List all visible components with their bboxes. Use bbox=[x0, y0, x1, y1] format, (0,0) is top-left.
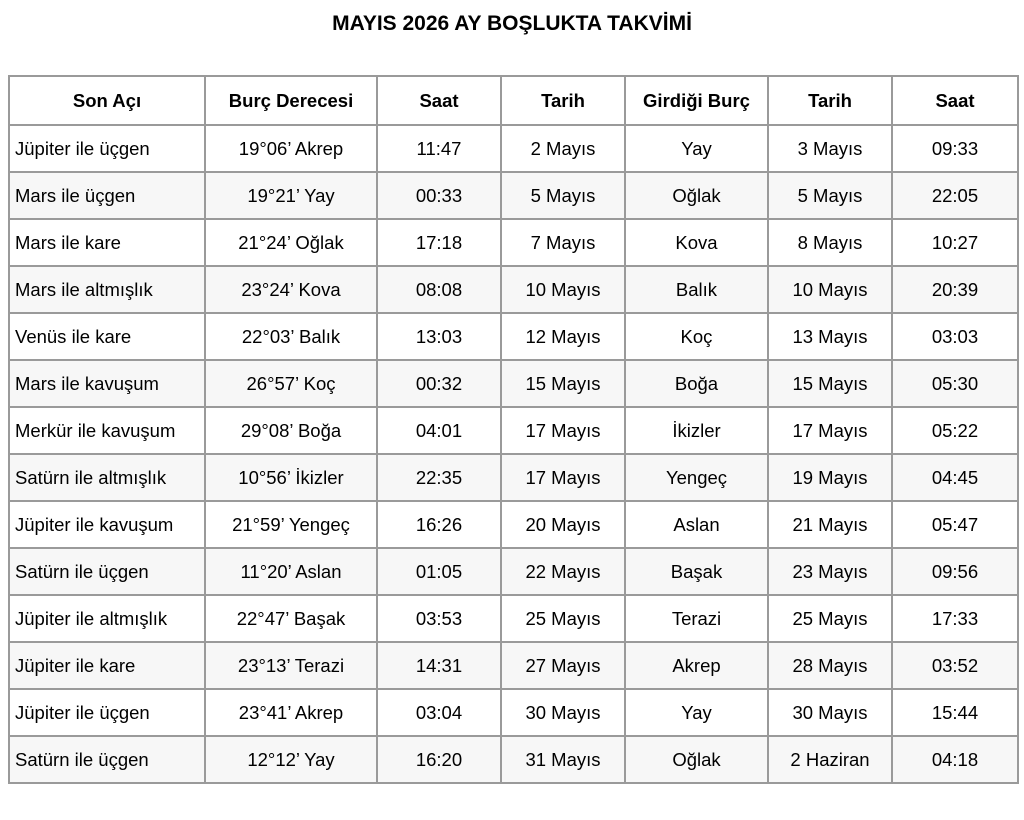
end-time-cell: 04:45 bbox=[892, 454, 1018, 501]
end-time-cell: 22:05 bbox=[892, 172, 1018, 219]
end-date-cell: 10 Mayıs bbox=[768, 266, 892, 313]
last-aspect-cell: Satürn ile üçgen bbox=[9, 736, 205, 783]
start-time-cell: 03:53 bbox=[377, 595, 501, 642]
end-time-cell: 04:18 bbox=[892, 736, 1018, 783]
start-time-cell: 03:04 bbox=[377, 689, 501, 736]
start-date-cell: 30 Mayıs bbox=[501, 689, 625, 736]
header-end-date: Tarih bbox=[768, 76, 892, 125]
last-aspect-cell: Jüpiter ile altmışlık bbox=[9, 595, 205, 642]
end-date-cell: 23 Mayıs bbox=[768, 548, 892, 595]
end-date-cell: 2 Haziran bbox=[768, 736, 892, 783]
sign-degree-cell: 21°59’ Yengeç bbox=[205, 501, 377, 548]
last-aspect-cell: Satürn ile altmışlık bbox=[9, 454, 205, 501]
start-date-cell: 10 Mayıs bbox=[501, 266, 625, 313]
end-time-cell: 15:44 bbox=[892, 689, 1018, 736]
header-sign-degree: Burç Derecesi bbox=[205, 76, 377, 125]
page-title: MAYIS 2026 AY BOŞLUKTA TAKVİMİ bbox=[332, 12, 692, 35]
start-date-cell: 31 Mayıs bbox=[501, 736, 625, 783]
end-date-cell: 19 Mayıs bbox=[768, 454, 892, 501]
end-date-cell: 25 Mayıs bbox=[768, 595, 892, 642]
entered-sign-cell: İkizler bbox=[625, 407, 768, 454]
end-time-cell: 05:30 bbox=[892, 360, 1018, 407]
start-time-cell: 13:03 bbox=[377, 313, 501, 360]
table-row bbox=[9, 125, 1018, 172]
end-date-cell: 30 Mayıs bbox=[768, 689, 892, 736]
table-row bbox=[9, 642, 1018, 689]
table-row bbox=[9, 172, 1018, 219]
entered-sign-cell: Yay bbox=[625, 689, 768, 736]
table-body bbox=[9, 125, 1018, 783]
entered-sign-cell: Kova bbox=[625, 219, 768, 266]
start-time-cell: 11:47 bbox=[377, 125, 501, 172]
header-start-date: Tarih bbox=[501, 76, 625, 125]
start-time-cell: 22:35 bbox=[377, 454, 501, 501]
end-time-cell: 10:27 bbox=[892, 219, 1018, 266]
end-time-cell: 05:47 bbox=[892, 501, 1018, 548]
last-aspect-cell: Jüpiter ile üçgen bbox=[9, 125, 205, 172]
table-row bbox=[9, 595, 1018, 642]
last-aspect-cell: Jüpiter ile kare bbox=[9, 642, 205, 689]
sign-degree-cell: 29°08’ Boğa bbox=[205, 407, 377, 454]
end-time-cell: 03:03 bbox=[892, 313, 1018, 360]
sign-degree-cell: 23°24’ Kova bbox=[205, 266, 377, 313]
end-date-cell: 15 Mayıs bbox=[768, 360, 892, 407]
entered-sign-cell: Yengeç bbox=[625, 454, 768, 501]
sign-degree-cell: 21°24’ Oğlak bbox=[205, 219, 377, 266]
start-date-cell: 12 Mayıs bbox=[501, 313, 625, 360]
end-time-cell: 17:33 bbox=[892, 595, 1018, 642]
sign-degree-cell: 22°47’ Başak bbox=[205, 595, 377, 642]
entered-sign-cell: Oğlak bbox=[625, 172, 768, 219]
table-row bbox=[9, 219, 1018, 266]
start-time-cell: 04:01 bbox=[377, 407, 501, 454]
start-date-cell: 2 Mayıs bbox=[501, 125, 625, 172]
entered-sign-cell: Yay bbox=[625, 125, 768, 172]
entered-sign-cell: Başak bbox=[625, 548, 768, 595]
end-date-cell: 21 Mayıs bbox=[768, 501, 892, 548]
last-aspect-cell: Merkür ile kavuşum bbox=[9, 407, 205, 454]
table-row bbox=[9, 313, 1018, 360]
start-time-cell: 01:05 bbox=[377, 548, 501, 595]
header-last-aspect: Son Açı bbox=[9, 76, 205, 125]
last-aspect-cell: Venüs ile kare bbox=[9, 313, 205, 360]
entered-sign-cell: Balık bbox=[625, 266, 768, 313]
end-date-cell: 13 Mayıs bbox=[768, 313, 892, 360]
end-time-cell: 20:39 bbox=[892, 266, 1018, 313]
table-row bbox=[9, 689, 1018, 736]
last-aspect-cell: Satürn ile üçgen bbox=[9, 548, 205, 595]
end-time-cell: 09:33 bbox=[892, 125, 1018, 172]
table-row bbox=[9, 407, 1018, 454]
start-date-cell: 22 Mayıs bbox=[501, 548, 625, 595]
sign-degree-cell: 19°21’ Yay bbox=[205, 172, 377, 219]
entered-sign-cell: Terazi bbox=[625, 595, 768, 642]
last-aspect-cell: Mars ile altmışlık bbox=[9, 266, 205, 313]
end-date-cell: 28 Mayıs bbox=[768, 642, 892, 689]
sign-degree-cell: 22°03’ Balık bbox=[205, 313, 377, 360]
start-date-cell: 27 Mayıs bbox=[501, 642, 625, 689]
start-date-cell: 17 Mayıs bbox=[501, 454, 625, 501]
start-date-cell: 7 Mayıs bbox=[501, 219, 625, 266]
header-start-time: Saat bbox=[377, 76, 501, 125]
table-row bbox=[9, 266, 1018, 313]
last-aspect-cell: Mars ile üçgen bbox=[9, 172, 205, 219]
table-row bbox=[9, 360, 1018, 407]
start-date-cell: 25 Mayıs bbox=[501, 595, 625, 642]
end-date-cell: 8 Mayıs bbox=[768, 219, 892, 266]
last-aspect-cell: Mars ile kavuşum bbox=[9, 360, 205, 407]
start-time-cell: 00:33 bbox=[377, 172, 501, 219]
void-of-course-table bbox=[8, 75, 1019, 784]
table-row bbox=[9, 501, 1018, 548]
end-time-cell: 09:56 bbox=[892, 548, 1018, 595]
end-date-cell: 5 Mayıs bbox=[768, 172, 892, 219]
header-end-time: Saat bbox=[892, 76, 1018, 125]
sign-degree-cell: 23°13’ Terazi bbox=[205, 642, 377, 689]
start-time-cell: 08:08 bbox=[377, 266, 501, 313]
start-date-cell: 17 Mayıs bbox=[501, 407, 625, 454]
start-date-cell: 5 Mayıs bbox=[501, 172, 625, 219]
sign-degree-cell: 11°20’ Aslan bbox=[205, 548, 377, 595]
last-aspect-cell: Jüpiter ile üçgen bbox=[9, 689, 205, 736]
entered-sign-cell: Akrep bbox=[625, 642, 768, 689]
table-row bbox=[9, 548, 1018, 595]
start-time-cell: 17:18 bbox=[377, 219, 501, 266]
end-date-cell: 17 Mayıs bbox=[768, 407, 892, 454]
last-aspect-cell: Mars ile kare bbox=[9, 219, 205, 266]
last-aspect-cell: Jüpiter ile kavuşum bbox=[9, 501, 205, 548]
entered-sign-cell: Aslan bbox=[625, 501, 768, 548]
entered-sign-cell: Oğlak bbox=[625, 736, 768, 783]
start-time-cell: 16:20 bbox=[377, 736, 501, 783]
start-time-cell: 14:31 bbox=[377, 642, 501, 689]
sign-degree-cell: 19°06’ Akrep bbox=[205, 125, 377, 172]
entered-sign-cell: Koç bbox=[625, 313, 768, 360]
start-date-cell: 20 Mayıs bbox=[501, 501, 625, 548]
sign-degree-cell: 23°41’ Akrep bbox=[205, 689, 377, 736]
entered-sign-cell: Boğa bbox=[625, 360, 768, 407]
sign-degree-cell: 10°56’ İkizler bbox=[205, 454, 377, 501]
header-entered-sign: Girdiği Burç bbox=[625, 76, 768, 125]
end-time-cell: 03:52 bbox=[892, 642, 1018, 689]
sign-degree-cell: 12°12’ Yay bbox=[205, 736, 377, 783]
start-time-cell: 16:26 bbox=[377, 501, 501, 548]
table-row bbox=[9, 454, 1018, 501]
end-date-cell: 3 Mayıs bbox=[768, 125, 892, 172]
sign-degree-cell: 26°57’ Koç bbox=[205, 360, 377, 407]
table-header-row bbox=[9, 76, 1018, 125]
start-date-cell: 15 Mayıs bbox=[501, 360, 625, 407]
table-row bbox=[9, 736, 1018, 783]
start-time-cell: 00:32 bbox=[377, 360, 501, 407]
end-time-cell: 05:22 bbox=[892, 407, 1018, 454]
